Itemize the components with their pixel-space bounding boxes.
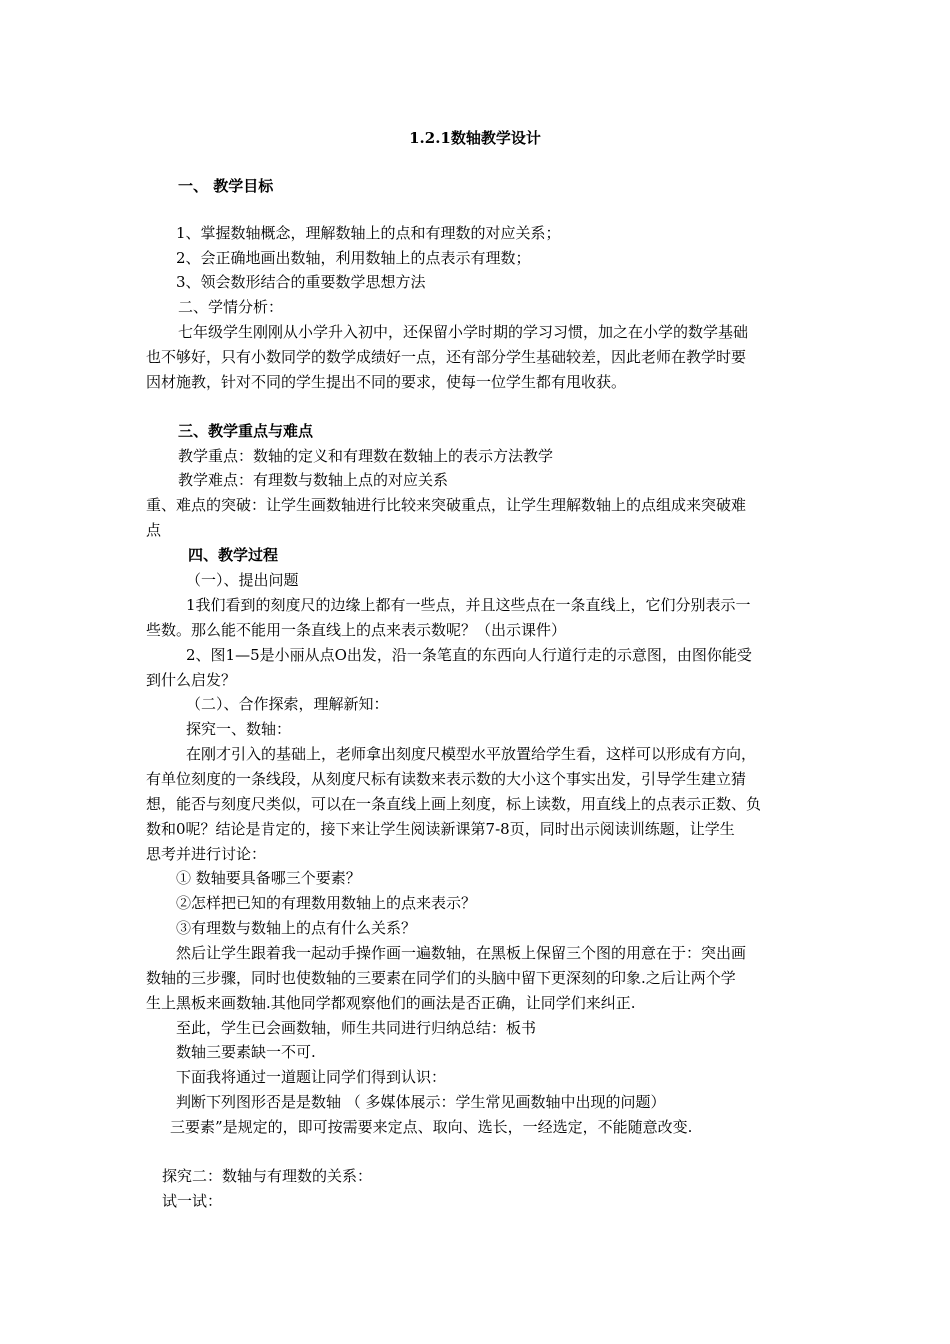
list-item: ③有理数与数轴上的点有什么关系？ [176,919,417,937]
paragraph-line: 探究一、数轴： [186,720,292,738]
goal-item: 1、掌握数轴概念，理解数轴上的点和有理数的对应关系； [176,224,561,242]
paragraph-line: 然后让学生跟着我一起动手操作画一遍数轴，在黑板上保留三个图的用意在于：突出画 [176,944,747,962]
list-item: ① 数轴要具备哪三个要素？ [176,869,361,887]
paragraph-line: 点 [146,521,162,539]
document-title: 1.2.1数轴教学设计 [409,129,541,147]
paragraph-line: 数轴的三步骤，同时也使数轴的三要素在同学们的头脑中留下更深刻的印象.之后让两个学 [146,969,736,987]
paragraph-line: 1我们看到的刻度尺的边缘上都有一些点，并且这些点在一条直线上，它们分别表示一 [186,596,751,614]
paragraph-line: 在刚才引入的基础上，老师拿出刻度尺模型水平放置给学生看，这样可以形成有方向， [186,745,757,763]
paragraph-line: （一）、提出问题 [186,571,299,589]
paragraph-line: 探究二：数轴与有理数的关系： [162,1167,373,1185]
paragraph-line: 生上黑板来画数轴.其他同学都观察他们的画法是否正确，让同学们来纠正. [146,994,636,1012]
paragraph-line: 思考并进行讨论： [146,845,267,863]
paragraph-line: 教学难点：有理数与数轴上点的对应关系 [178,471,449,489]
paragraph-line: 也不够好，只有小数同学的数学成绩好一点，还有部分学生基础较差，因此老师在教学时要 [146,348,747,366]
paragraph-line: 至此，学生已会画数轴，师生共同进行归纳总结：板书 [176,1019,537,1037]
list-item: ②怎样把已知的有理数用数轴上的点来表示？ [176,894,477,912]
paragraph-line: 下面我将通过一道题让同学们得到认识： [176,1068,447,1086]
section-heading-key: 三、教学重点与难点 [178,422,314,440]
section-heading-process: 四、教学过程 [188,546,279,564]
paragraph-line: 因材施教，针对不同的学生提出不同的要求，使每一位学生都有甩收获。 [146,373,627,391]
goal-item: 2、会正确地画出数轴，利用数轴上的点表示有理数； [176,249,531,267]
paragraph-line: 三要素”是规定的，即可按需要来定点、取向、选长，一经选定，不能随意改变. [170,1118,693,1136]
paragraph-line: 判断下列图形否是是数轴 （ 多媒体展示：学生常见画数轴中出现的问题） [176,1093,666,1111]
paragraph-line: 教学重点：数轴的定义和有理数在数轴上的表示方法教学 [178,447,554,465]
paragraph-line: 试一试： [162,1192,223,1210]
paragraph-line: 数轴三要素缺一不可. [176,1043,316,1061]
paragraph-line: （二）、合作探索，理解新知： [186,695,389,713]
paragraph-line: 有单位刻度的一条线段，从刻度尺标有读数来表示数的大小这个事实出发，引导学生建立猜 [146,770,747,788]
paragraph-line: 数和0呢？结论是肯定的，接下来让学生阅读新课第7-8页，同时出示阅读训练题，让学生 [146,820,735,838]
paragraph-line: 重、难点的突破：让学生画数轴进行比较来突破重点，让学生理解数轴上的点组成来突破难 [146,496,747,514]
paragraph-line: 些数。那么能不能用一条直线上的点来表示数呢？（出示课件） [146,621,567,639]
paragraph-line: 七年级学生刚刚从小学升入初中，还保留小学时期的学习习惯，加之在小学的数学基础 [178,323,749,341]
paragraph-line: 2、图1—5是小丽从点O出发，沿一条笔直的东西向人行道行走的示意图，由图你能受 [186,646,752,664]
section-heading-goals: 一、 教学目标 [178,177,274,195]
section-heading-analysis: 二、学情分析： [178,298,284,316]
paragraph-line: 到什么启发？ [146,671,237,689]
paragraph-line: 想，能否与刻度尺类似，可以在一条直线上画上刻度，标上读数，用直线上的点表示正数、负 [146,795,762,813]
goal-item: 3、领会数形结合的重要数学思想方法 [176,273,426,291]
